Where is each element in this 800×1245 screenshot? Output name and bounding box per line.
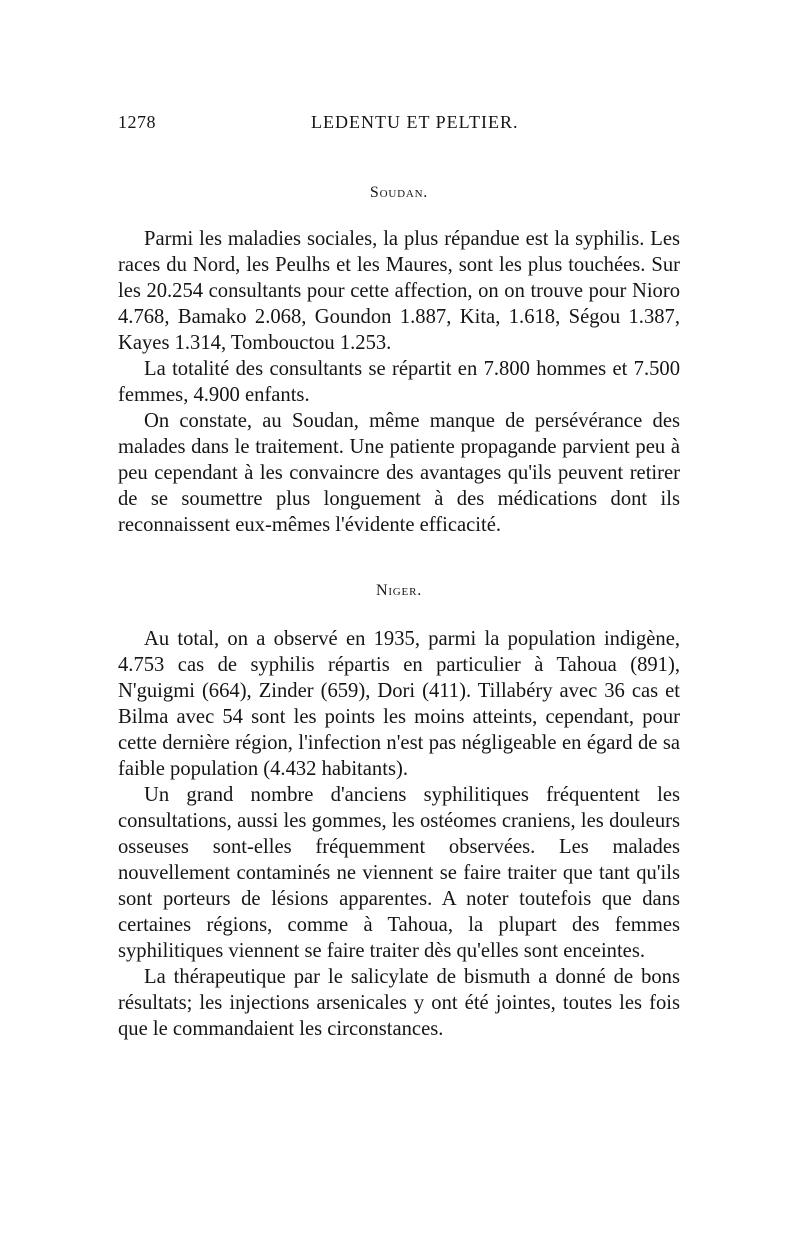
page-number: 1278: [118, 112, 156, 132]
section-niger: [118, 582, 680, 1042]
paragraph: Parmi les maladies sociales, la plus répandue est la syphilis. Les races du Nord, les Peulhs et les Maures, sont les plus touchées. Sur les 20.254 consultants pour cette affection, on on trouve pour Nioro 4.768, Bamako 2.068, Goundon 1.887, Kita, 1.618, Ségou 1.387, Kayes 1.314, Tombouctou 1.253.: [118, 228, 680, 354]
paragraph: Au total, on a observé en 1935, parmi la population indigène, 4.753 cas de syphilis répartis en particulier à Tahoua (891), N'guigmi (664), Zinder (659), Dori (411). Tillabéry avec 36 cas et Bilma avec 54 sont les points les moins atteints, cependant, pour cette dernière région, l'infection n'est pas négligeable en égard de sa faible population (4.432 habitants).: [118, 628, 680, 780]
section-title-soudan: Soudan.: [369, 184, 429, 201]
running-title: LEDENTU ET PELTIER.: [311, 112, 519, 132]
paragraph: La totalité des consultants se répartit en 7.800 hommes et 7.500 femmes, 4.900 enfants.: [118, 358, 680, 406]
paragraph: Un grand nombre d'anciens syphilitiques fréquentent les consultations, aussi les gommes, les ostéomes craniens, les douleurs osseuses sont-elles fréquemment observées. Les malades nouvellement contaminés ne viennent se faire traiter que tant qu'ils sont porteurs de lésions apparentes. A noter toutefois que dans certaines régions, comme à Tahoua, la plupart des femmes syphilitiques viennent se faire traiter dès qu'elles sont enceintes.: [118, 784, 680, 962]
paragraph: On constate, au Soudan, même manque de persévérance des malades dans le traitement. Une patiente propagande parvient peu à peu cependant à les convaincre des avantages qu'ils peuvent retirer de se soumettre plus longuement à des médications dont ils reconnaissent eux-mêmes l'évidente efficacité.: [118, 410, 680, 536]
running-header: [118, 112, 680, 142]
document-page: [118, 112, 680, 1042]
section-soudan: [118, 184, 680, 538]
paragraph: La thérapeutique par le salicylate de bismuth a donné de bons résultats; les injections arsenicales y ont été jointes, toutes les fois que le commandaient les circonstances.: [118, 966, 680, 1040]
section-title-niger: Niger.: [375, 582, 423, 599]
